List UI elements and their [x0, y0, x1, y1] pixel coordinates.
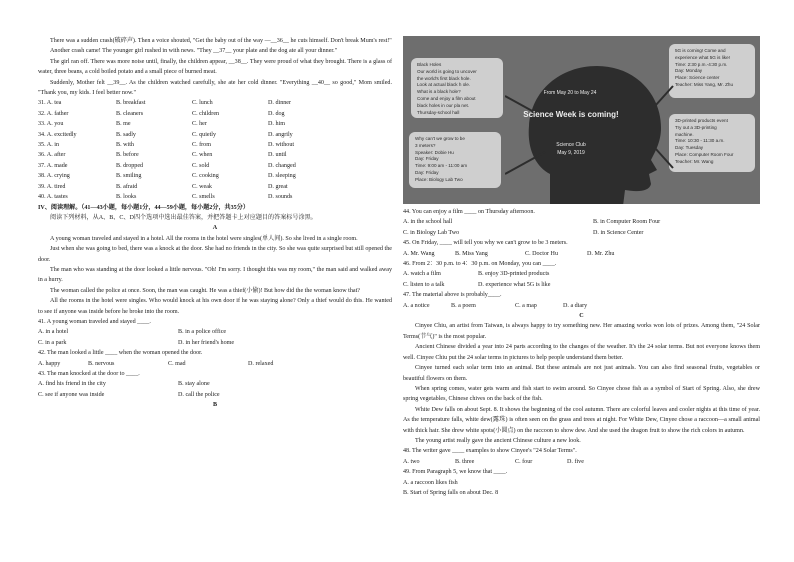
- option: C. listen to a talk: [403, 281, 445, 288]
- question-45: 45. On Friday, ____ will tell you why we can't grow to be 3 meters.: [403, 240, 568, 247]
- poster-card-5g: [669, 44, 755, 98]
- option: D. without: [268, 142, 295, 149]
- cloze-option-row: [38, 161, 392, 171]
- q46-options: [403, 269, 760, 290]
- q41-options: [38, 327, 392, 348]
- q49-option-a: A. a raccoon likes fish: [403, 479, 458, 486]
- option: C. in Biology Lab Two: [403, 229, 460, 236]
- option: B. a poem: [451, 302, 476, 309]
- option: C. lunch: [192, 100, 213, 107]
- card-line: Why can't we grow to be: [415, 136, 465, 141]
- passage-a-paragraph: All the rooms in the hotel were singles. Who would knock at his own door if he was staying alone? Only a thief would do this. He wanted to see if anyone was inside before he broke into the room.: [38, 298, 392, 315]
- option: 38. A. crying: [38, 173, 70, 180]
- option: D. great: [268, 183, 288, 190]
- option: A. find his friend in the city: [38, 381, 106, 388]
- cloze-option-row: [38, 192, 392, 202]
- poster-club: Science Club: [556, 142, 586, 148]
- card-line: Time: 9:00 am - 11:00 am: [415, 163, 468, 169]
- poster-card-black-holes: [411, 58, 503, 118]
- question-43: 43. The man knocked at the door to ____.: [38, 371, 140, 377]
- cloze-option-row: [38, 98, 392, 108]
- passage-paragraph: Suddenly, Mother felt __39__. As the children watched carefully, she ate her cold dinner. "Everything __40__ so good," Mom smiled. "Thank you, my kids. I feel better now.": [38, 79, 392, 97]
- passage-c-paragraph: White Dew falls on about Sept. 8. It shows the beginning of the cool autumn. There are colorful leaves and cooler nights at this time of year. As the temperature falls, white dew(露珠) is often seen on the grass and trees at night. For White Dew, Cinyee chose a raccoon—a small animal with thick hair. She drew white spots(小圆点) on the raccoon to show dew. And she used the dragon fruit to show the rich colors in autumn.: [403, 406, 760, 434]
- option: C. from: [192, 142, 211, 149]
- option: C. quietly: [192, 131, 217, 138]
- passage-c-paragraph: When spring comes, water gets warm and fish start to swim around. So Cinyee chose fish as a symbol of Start of Spring. Also, she drew spring vegetables, Chinese chives on the back of the fish.: [403, 385, 760, 403]
- card-line: Place: Computer Room Four: [675, 151, 734, 157]
- passage-b-label: B: [212, 402, 218, 409]
- option: B. smiling: [116, 173, 142, 180]
- option: D. Mr. Zhu: [587, 250, 615, 257]
- card-line: Look at actual black h ole.: [417, 82, 471, 88]
- card-line: Try out a 3D-printing: [675, 124, 717, 130]
- option: 39. A. tired: [38, 183, 66, 190]
- option: 33. A. you: [38, 121, 64, 128]
- passage-c-paragraph: Cinyee Chiu, an artist from Taiwan, is always happy to try something new. Her amazing works won lots of prizes. Among them, "24 Solar Terms(节气)" is the most popular.: [403, 323, 760, 340]
- passage-a-paragraph: A young woman traveled and stayed in a hotel. All the rooms in the hotel were singles(单人间). So she lived in a single room.: [50, 235, 358, 242]
- option: 31. A. tea: [38, 100, 62, 107]
- option: A. a notice: [403, 302, 430, 309]
- section-instructions: 阅读下列材料，从A、B、C、D四个选项中选出最佳答案，并把答题卡上对应题目的答案标号涂黑。: [50, 214, 317, 221]
- option: B. before: [116, 152, 139, 159]
- left-column: [38, 36, 392, 411]
- option: B. sadly: [116, 131, 136, 138]
- card-line: black holes in our pla net.: [417, 102, 470, 108]
- option: 32. A. father: [38, 110, 69, 117]
- q49-option-b: B. Start of Spring falls on about Dec. 8: [403, 489, 499, 496]
- cloze-option-row: [38, 130, 392, 140]
- card-line: 5G is coming! Come and: [675, 48, 726, 53]
- option: B. with: [116, 142, 134, 149]
- question-48: 48. The writer gave ____ examples to show Cinyee's "24 Solar Terms".: [403, 448, 577, 455]
- card-line: Place: Biology Lab Two: [415, 176, 463, 182]
- cloze-option-row: [38, 119, 392, 129]
- option: 40. A. tastes: [38, 194, 68, 201]
- passage-a-paragraph: Just when she was going to bed, there was a knock at the door. She had no friends in the city. So she was quite surprised but still opened the door.: [38, 246, 392, 263]
- card-line: Day: Monday: [675, 68, 703, 74]
- card-line: Speaker: Dobie Hu: [415, 149, 454, 155]
- card-line: the world's first black hole.: [417, 75, 471, 81]
- option: B. nervous: [88, 360, 115, 367]
- card-line: Thursday-school hall: [417, 109, 460, 115]
- question-46: 46. From 2：30 p.m. to 4：30 p.m. on Monday, you can ____.: [403, 261, 557, 268]
- card-line: Place: Science center: [675, 75, 720, 81]
- card-line: Black Holes: [417, 62, 442, 67]
- poster-headline: Science Week is coming!: [523, 110, 619, 119]
- science-week-poster-photo: [403, 36, 760, 204]
- poster-dates: From May 20 to May 24: [543, 90, 597, 96]
- passage-paragraph: There was a sudden crash(破碎声). Then a voice shouted, "Get the baby out of the way —__36__ he cuts himself. Don't break Mum's rest!": [50, 38, 392, 44]
- passage-a-paragraph: The man who was standing at the door looked a little nervous. "Oh! I'm sorry. I thought this was my room," the man said and walked away in a hurry.: [38, 266, 392, 284]
- passage-c-paragraph: Cinyee turned each solar term into an animal. But these animals are not just animals. You can also find seasonal fruits, vegetables or beautiful flowers on them.: [403, 365, 760, 382]
- option: B. three: [455, 458, 475, 465]
- card-line: Day: Tuesday: [675, 145, 704, 151]
- right-column: [403, 36, 760, 498]
- cloze-option-row: [38, 109, 392, 119]
- passage-a-label: A: [212, 225, 218, 232]
- option: C. in a park: [38, 339, 67, 346]
- option: B. stay alone: [178, 381, 210, 388]
- option: A. in a hotel: [38, 329, 69, 336]
- card-line: Teacher: Mr. Wang: [675, 158, 714, 164]
- passage-c-paragraph: The young artist really gave the ancient Chinese culture a new look.: [415, 437, 581, 444]
- passage-paragraph: The girl ran off. There was more noise until, finally, the children appear, __38__. They were proud of what they brought. There is a glass of water, three beans, a cold boiled potato and a small piece of burned meat.: [38, 58, 392, 76]
- option: D. dog: [268, 110, 285, 117]
- option: 36. A. after: [38, 152, 66, 159]
- poster-club-date: May 9, 2019: [557, 150, 585, 156]
- cloze-option-row: [38, 140, 392, 150]
- card-line: machine.: [675, 131, 694, 137]
- option: C. sold: [192, 162, 210, 169]
- option: B. Miss Yang: [455, 250, 488, 257]
- card-line: experience what 5G is like!: [675, 54, 730, 60]
- card-line: 3 meters?: [415, 142, 436, 148]
- option: D. him: [268, 121, 285, 128]
- option: C. her: [192, 121, 207, 128]
- option: C. when: [192, 152, 213, 159]
- option: A. Mr. Wang: [403, 250, 435, 257]
- option: D. experience what 5G is like: [478, 281, 551, 288]
- option: B. me: [116, 121, 131, 128]
- cloze-option-row: [38, 171, 392, 181]
- option: B. breakfast: [116, 100, 146, 107]
- cloze-option-row: [38, 150, 392, 160]
- option: C. Doctor Hu: [525, 250, 559, 257]
- option: C. a map: [515, 302, 537, 309]
- card-line: Time: 2:30 p.m.-4:30 p.m.: [675, 61, 728, 67]
- option: C. four: [515, 458, 533, 465]
- option: A. two: [403, 458, 420, 465]
- card-line: 3D-printed products event: [675, 118, 728, 123]
- question-49: 49. From Paragraph 5, we know that ____.: [403, 469, 508, 476]
- card-line: Come and enjoy a film about: [417, 95, 476, 101]
- option: C. weak: [192, 183, 212, 190]
- q47-options: [403, 301, 760, 311]
- option: D. five: [567, 458, 584, 465]
- option: B. in Computer Room Four: [593, 219, 661, 226]
- card-line: Day: Friday: [415, 156, 439, 162]
- option: C. smells: [192, 194, 215, 201]
- question-41: 41. A young woman traveled and stayed ____.: [38, 318, 151, 325]
- question-44: 44. You can enjoy a film ____ on Thursday afternoon.: [403, 209, 535, 215]
- q45-options: [403, 249, 760, 259]
- option: B. cleaners: [116, 110, 144, 117]
- option: D. dinner: [268, 100, 292, 107]
- cloze-options: [38, 98, 392, 202]
- card-line: What is a black hole?: [417, 89, 461, 95]
- option: D. sounds: [268, 194, 293, 201]
- question-42: 42. The man looked a little ____ when the woman opened the door.: [38, 350, 203, 357]
- option: 35. A. in: [38, 142, 59, 149]
- option: 37. A. made: [38, 162, 68, 169]
- option: D. call the police: [178, 391, 220, 398]
- poster-card-grow-3m: [409, 132, 501, 188]
- q48-options: [403, 457, 760, 467]
- option: B. in a police office: [178, 329, 227, 336]
- poster-card-3d-printing: [669, 114, 755, 172]
- option: A. watch a film: [403, 271, 441, 278]
- option: D. a diary: [563, 302, 588, 309]
- option: D. sleeping: [268, 173, 296, 180]
- option: C. cooking: [192, 173, 219, 180]
- passage-a-paragraph: The woman called the police at once. Soon, the man was caught. He was a thief(小偷)! But how did the the woman know that?: [50, 287, 361, 294]
- head-silhouette-icon: [505, 56, 675, 204]
- passage-paragraph: Another crash came! The younger girl rushed in with news. "They __37__ your plate and the dog ate all your dinner.": [50, 48, 338, 55]
- card-line: Our world is going to uncover: [417, 68, 477, 74]
- q43-options: [38, 379, 392, 400]
- option: A. happy: [38, 360, 61, 367]
- q44-options: [403, 217, 760, 238]
- cloze-option-row: [38, 182, 392, 192]
- option: B. enjoy 3D-printed products: [478, 271, 550, 278]
- option: C. see if anyone was inside: [38, 391, 105, 398]
- option: D. angrily: [268, 131, 293, 138]
- card-line: Teacher: Miss Yang, Mr. Zhu: [675, 81, 734, 87]
- option: D. changed: [268, 162, 296, 169]
- option: B. dropped: [116, 162, 144, 169]
- option: A. in the school hall: [403, 219, 453, 226]
- question-47: 47. The material above is probably____.: [403, 292, 502, 299]
- card-line: Time: 10:30 - 11:30 a.m.: [675, 138, 725, 144]
- option: D. until: [268, 152, 287, 159]
- option: D. relaxed: [248, 360, 274, 367]
- option: B. afraid: [116, 183, 138, 190]
- option: D. in her friend's home: [178, 339, 235, 346]
- passage-c-label: C: [579, 313, 584, 320]
- passage-c-paragraph: Ancient Chinese divided a year into 24 parts according to the changes of the weather. It's the 24 solar terms. But not everyone knows them well. Cinyee Chiu put the 24 solar terms in pictures to help people understand them better.: [403, 344, 760, 361]
- option: C. mad: [168, 360, 186, 367]
- option: B. looks: [116, 194, 137, 201]
- card-line: Day: Friday: [415, 169, 439, 175]
- option: D. in Science Center: [593, 229, 644, 236]
- option: C. children: [192, 110, 220, 117]
- option: 34. A. excitedly: [38, 131, 77, 138]
- section-title: IV、阅读理解。（41—43小题，每小题1分，44—59小题，每小题2分，共35分）: [38, 204, 249, 211]
- q42-options: [38, 359, 392, 369]
